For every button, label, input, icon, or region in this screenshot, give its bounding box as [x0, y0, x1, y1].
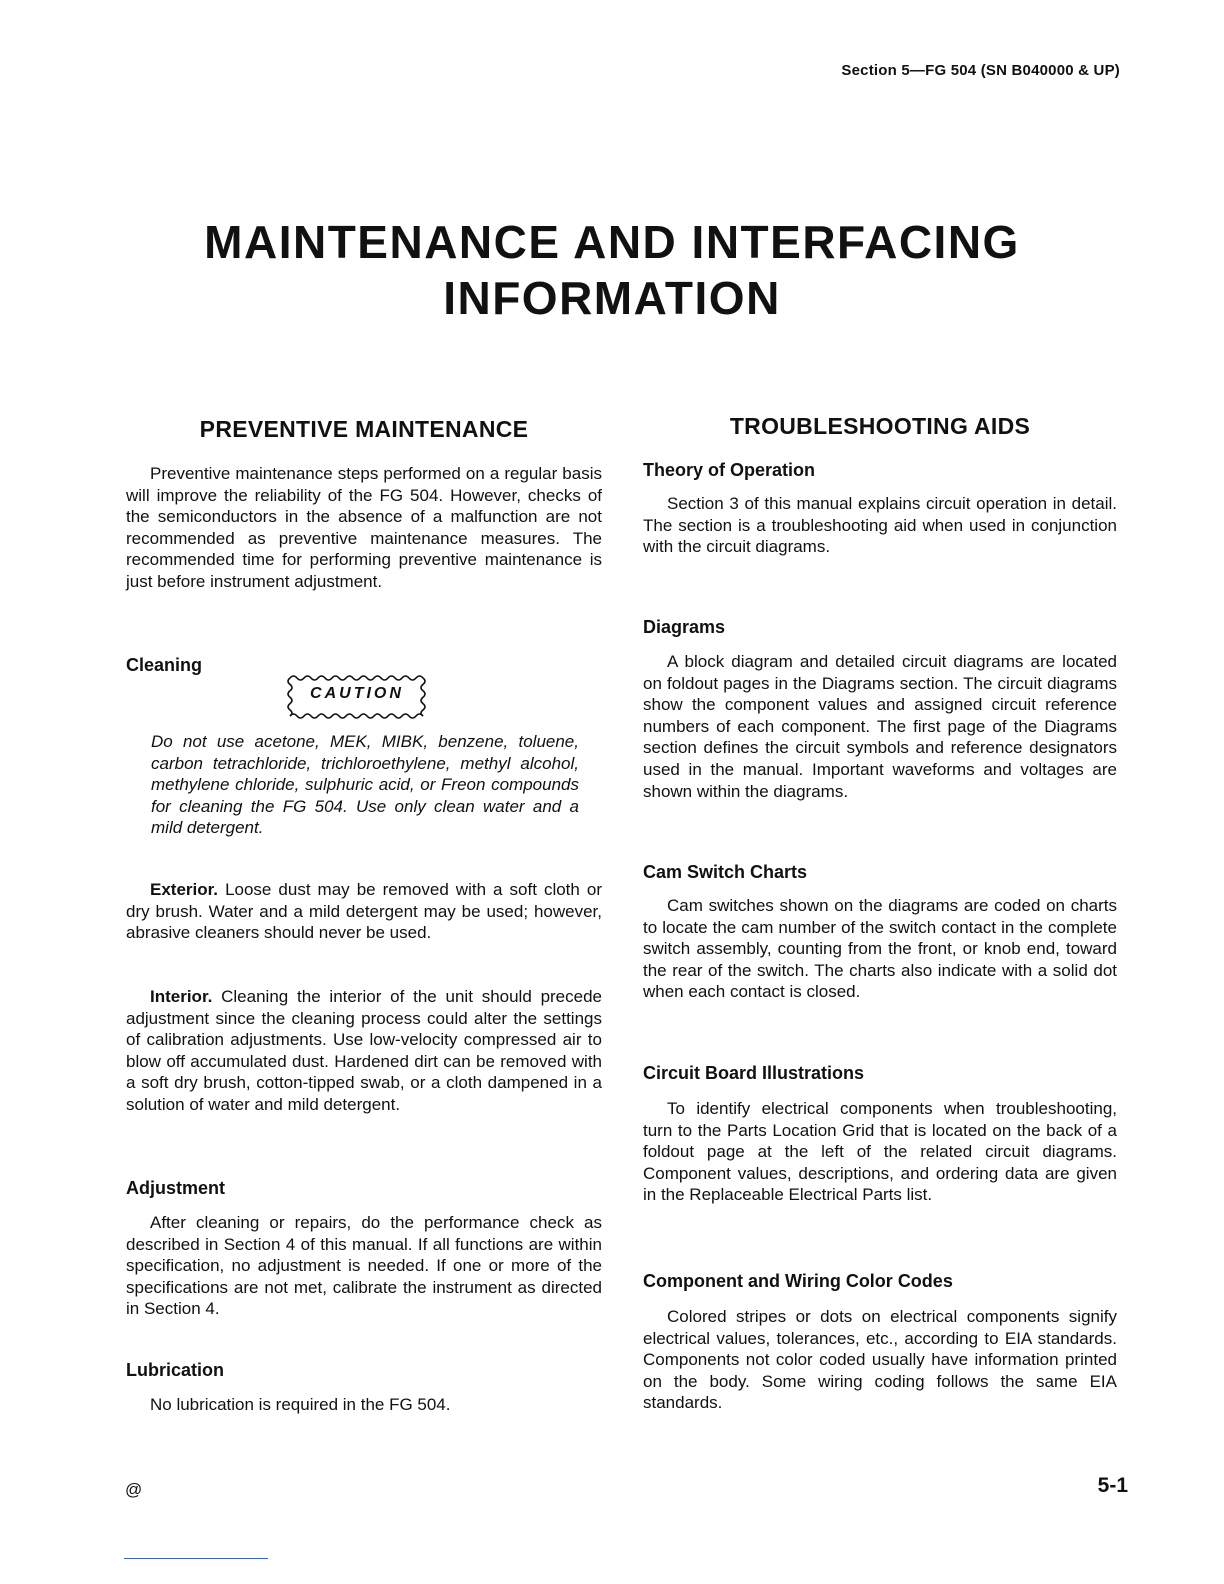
exterior-text: Loose dust may be removed with a soft cloth or dry brush. Water and a mild detergent may be used; however, abrasive cleaners should never be used.	[126, 880, 602, 943]
troubleshooting-aids-heading: TROUBLESHOOTING AIDS	[729, 413, 1031, 439]
diagrams-text: A block diagram and detailed circuit diagrams are located on foldout pages in the Diagrams section. The circuit diagrams show the component values and assigned circuit reference numbers of each component. The first page of the Diagrams section defines the circuit symbols and reference designators used in the manual. Important waveforms and voltages are shown within the diagrams.	[643, 652, 1117, 801]
lubrication-heading: Lubrication	[126, 1360, 224, 1380]
color-codes-text: Colored stripes or dots on electrical components signify electrical values, tolerances, etc., according to EIA standards. Components not color coded usually have information printed on the body. Some wiring coding follows the same EIA standards.	[643, 1307, 1117, 1413]
interior-text: Cleaning the interior of the unit should precede adjustment since the cleaning process could alter the settings of calibration adjustments. Use low-velocity compressed air to blow off accumulated dust. Hardened dirt can be removed with a soft dry brush, cotton-tipped swab, or a cloth dampened in a solution of water and mild detergent.	[126, 987, 602, 1114]
page-number: 5-1	[1097, 1474, 1128, 1497]
theory-of-operation-heading: Theory of Operation	[643, 460, 816, 480]
page-title-line-1: MAINTENANCE AND INTERFACING	[204, 216, 1020, 268]
theory-of-operation-text: Section 3 of this manual explains circuit operation in detail. The section is a troubleshooting aid when used in conjunction with the circuit diagrams.	[643, 494, 1117, 557]
lubrication-text: No lubrication is required in the FG 504.	[150, 1395, 451, 1414]
interior-label: Interior.	[150, 987, 213, 1006]
preventive-maintenance-heading: PREVENTIVE MAINTENANCE	[199, 416, 529, 442]
caution-text: Do not use acetone, MEK, MIBK, benzene, toluene, carbon tetrachloride, trichloroethylene, methyl alcohol, methylene chloride, sulphuric acid, or Freon compounds for cleaning the FG 504. Use only clean water and a mild detergent.	[151, 732, 579, 838]
footer-rule	[124, 1558, 268, 1559]
cam-switch-charts-text: Cam switches shown on the diagrams are coded on charts to locate the cam number of the switch contact in the complete switch assembly, counting from the front, or knob end, toward the rear of the switch. The charts also indicate with a solid dot when each contact is closed.	[643, 896, 1117, 1002]
circuit-board-illustrations-text: To identify electrical components when troubleshooting, turn to the Parts Location Grid that is located on the back of a foldout page at the left of the related circuit diagrams. Component values, descriptions, and ordering data are given in the Replaceable Electrical Parts list.	[643, 1099, 1117, 1205]
adjustment-text: After cleaning or repairs, do the performance check as described in Section 4 of this manual. If all functions are within specification, no adjustment is needed. If one or more of the specifications are not met, calibrate the instrument as directed in Section 4.	[126, 1213, 602, 1319]
circuit-board-illustrations-heading: Circuit Board Illustrations	[643, 1063, 865, 1083]
preventive-maintenance-intro: Preventive maintenance steps performed on a regular basis will improve the reliability of the FG 504. However, checks of the semiconductors in the absence of a malfunction are not recommended as preventive maintenance measures. The recommended time for performing preventive maintenance is just before instrument adjustment.	[126, 464, 602, 591]
page-title-line-2: INFORMATION	[443, 272, 781, 324]
exterior-label: Exterior.	[150, 880, 219, 899]
page-title	[0, 214, 1224, 326]
color-codes-heading: Component and Wiring Color Codes	[643, 1271, 953, 1291]
interior-paragraph	[126, 986, 602, 1116]
exterior-paragraph	[126, 879, 602, 944]
caution-label: CAUTION	[310, 685, 404, 702]
cam-switch-charts-heading: Cam Switch Charts	[643, 862, 808, 882]
caution-box	[286, 672, 428, 720]
section-header: Section 5—FG 504 (SN B040000 & UP)	[841, 62, 1120, 79]
cleaning-heading: Cleaning	[126, 655, 203, 675]
diagrams-heading: Diagrams	[643, 617, 726, 637]
adjustment-heading: Adjustment	[126, 1178, 225, 1198]
footer-mark: @	[125, 1480, 143, 1499]
